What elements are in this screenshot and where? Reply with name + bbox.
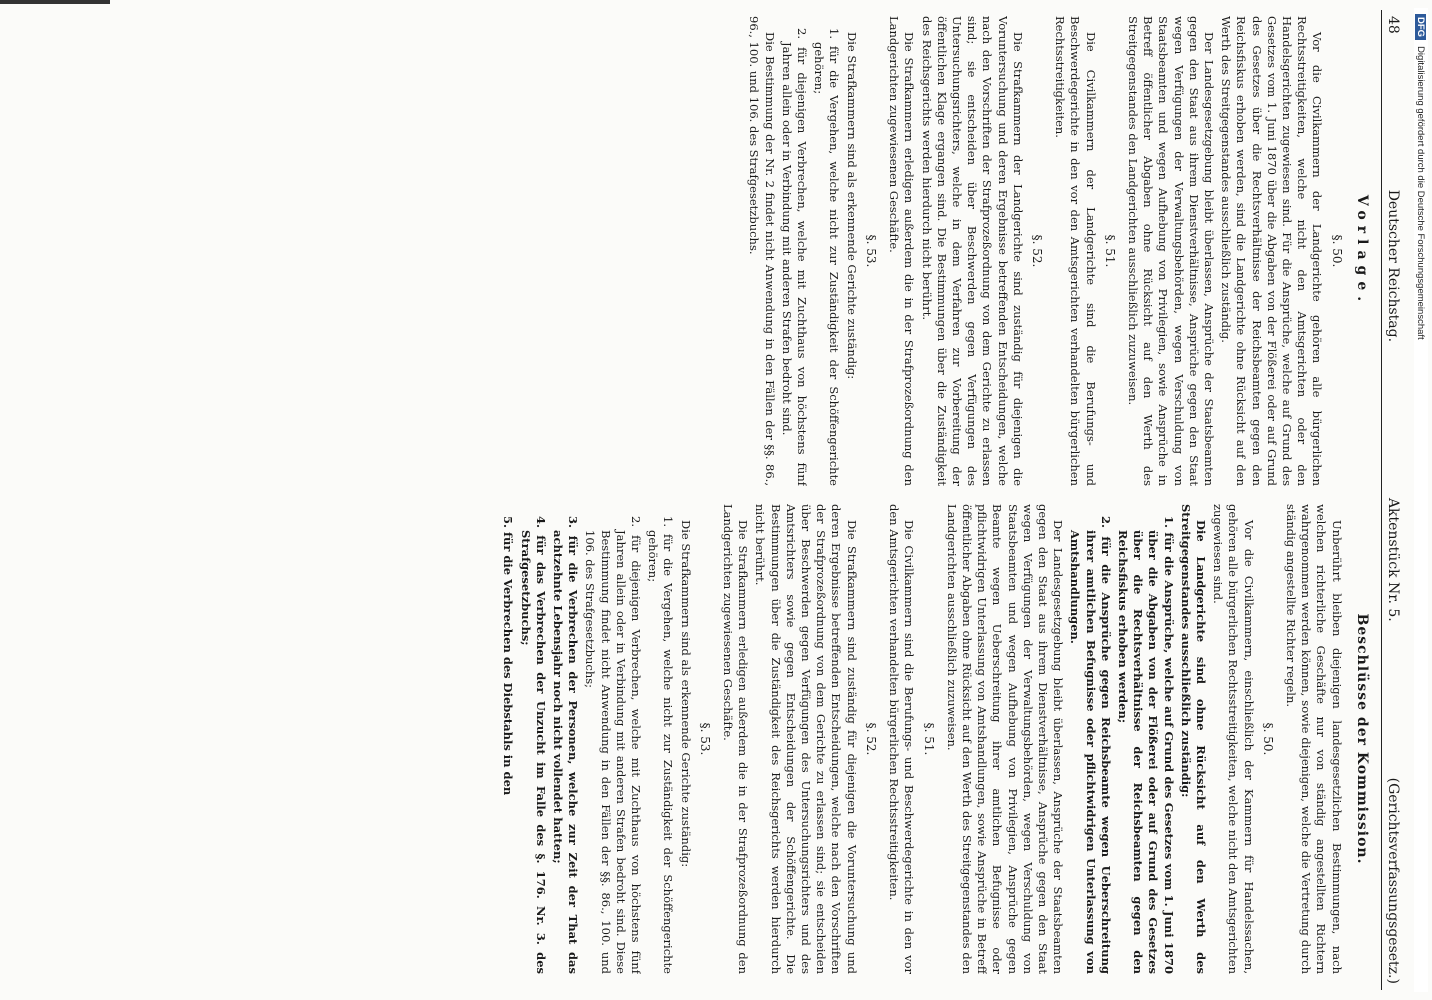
column-title: Beschlüsse der Kommission. [1353, 613, 1370, 865]
list-item: 5. für die Verbrechen des Diebstahls in den [501, 516, 516, 796]
section-text: Die Landgerichte sind ohne Rücksicht auf den Werth des Streitgegenstandes ausschließlich zuständig: [1178, 504, 1208, 974]
dfg-logo: DFG [1415, 14, 1426, 40]
section-text: Die Bestimmung der Nr. 2 findet nicht Anwendung in den Fällen der §§. 86., 96., 100. und 106. des Strafgesetzbuchs. [747, 16, 777, 486]
section-heading: §. 53. [697, 722, 712, 756]
column-title: Vorlage. [1353, 194, 1370, 308]
section-text: Vor die Civilkammern, einschließlich der Kammern für Handelssachen, gehören alle bürgerlichen Rechtsstreitigkeiten, welche nicht den Amtsgerichten zugewiesen sind. [1211, 504, 1256, 974]
section-text: Die Civilkammern sind die Berufungs- und Beschwerdegerichte in den vor den Amtsgerichten verhandelten bürgerlichen Rechtsstreitigkeiten. [887, 504, 917, 974]
page-number: 48 [1385, 16, 1401, 34]
section-text: Die Strafkammern sind als erkennende Gerichte zuständig: [844, 32, 859, 380]
section-heading: §. 52. [1029, 234, 1044, 268]
section-text: Der Landesgesetzgebung bleibt überlassen, Ansprüche der Staatsbeamten gegen den Staat aus ihrem Dienstverhältnisse, Ansprüche gegen den Staat wegen Verfügungen der Verwaltungsbehörden, wegen Verschuldung von Staatsbeamten und wegen Aufhebung von Privilegien, sowie Ansprüche in Betreff öffentlicher Abgaben ohne Rücksicht auf den Werth des Streitgegenstandes den Landgerichten ausschließlich zuzuweisen. [1125, 16, 1216, 486]
section-heading: §. 50. [1260, 722, 1275, 756]
section-heading: §. 51. [1102, 234, 1117, 268]
section-text: Vor die Civilkammern der Landgerichte gehören alle bürgerlichen Rechtsstreitigkeiten, welche nicht den Amtsgerichten oder den Handelsgerichten zugewiesen sind. Für die Ansprüche, welche auf Grund des Gesetzes vom 1. Juni 1870 über die Abgaben von der Flößerei oder auf Grund des Gesetzes über die Rechtsverhältnisse der Reichsbeamten gegen den Reichsfiskus erhoben werden, sind die Landgerichte ohne Rücksicht auf den Werth des Streitgegenstandes ausschließlich zuständig. [1219, 16, 1325, 486]
list-item: 1. für die Vergehen, welche nicht zur Zuständigkeit der Schöffengerichte gehören; [812, 28, 842, 486]
left-column-vorlage [498, 16, 1373, 486]
section-text: Die Civilkammern der Landgerichte sind die Berufungs- und Beschwerdegerichte in den vor den Amtsgerichten verhandelten bürgerlichen Rechtsstreitigkeiten. [1053, 16, 1098, 486]
credit-text: Digitalisierung gefördert durch die Deutsche Forschungsgemeinschaft [1415, 46, 1426, 340]
digitization-credit [1414, 8, 1428, 992]
document-reference: Aktenstück Nr. 5. [1385, 497, 1401, 622]
list-item: 1. für die Vergehen, welche nicht zur Zuständigkeit der Schöffengerichte gehören; [646, 516, 676, 974]
section-text: Die Strafkammern sind zuständig für diejenigen die Voruntersuchung und deren Ergebnisse betreffenden Entscheidungen, welche nach den Vorschriften der Strafprozeßordnung von dem Gerichte zu erlassen sind; sie entscheiden über Beschwerden gegen Verfügungen des Untersuchungsrichters und des Amtsrichters sowie gegen Entscheidungen der Schöffengerichte. Die Bestimmungen über die Zuständigkeit des Reichsgerichts werden hierdurch nicht berührt. [753, 504, 859, 974]
section-heading: §. 53. [863, 234, 878, 268]
section-text: Die Strafkammern sind als erkennende Gerichte zuständig: [678, 520, 693, 868]
scan-edge-mark [0, 0, 110, 4]
section-text: Die Strafkammern erledigen außerdem die in der Strafprozeßordnung den Landgerichten zugewiesenen Geschäfte. [887, 16, 917, 486]
section-text: Unberührt bleiben diejenigen landesgesetzlichen Bestimmungen, nach welchen richterliche Geschäfte nur von ständig angestellten Richtern wahrgenommen werden können, sowie diejenigen, welche die Vertretung durch ständig angestellte Richter regeln. [1283, 504, 1344, 974]
right-column-beschluesse [498, 504, 1373, 974]
list-item: 3. für die Verbrechen der Personen, welche zur Zeit der That das achtzehnte Lebensjahr noch nicht vollendet hatten; [551, 516, 581, 974]
running-header [1381, 10, 1400, 990]
list-item: 4. für das Verbrechen der Unzucht im Falle des §. 176. Nr. 3. des Strafgesetzbuchs; [518, 516, 548, 974]
publication-title: Deutscher Reichstag. [1385, 189, 1401, 343]
two-column-body [498, 10, 1381, 990]
list-item: 2. für diejenigen Verbrechen, welche mit Zuchthaus von höchstens fünf Jahren allein oder in Verbindung mit anderen Strafen bedroht sind. [779, 28, 810, 486]
list-item: 1. für die Ansprüche, welche auf Grund des Gesetzes vom 1. Juni 1870 über die Abgaben von der Flößerei oder auf Grund des Gesetzes über die Rechtsverhältnisse der Reichsbeamten gegen den Reichsfiskus erhoben werden; [1115, 516, 1176, 974]
list-item: 2. für die Ansprüche gegen Reichsbeamte wegen Ueberschreitung ihrer amtlichen Befugnisse oder pflichtwidrigen Unterlassung von Amtshandlungen. [1068, 516, 1113, 974]
section-text: Die Strafkammern erledigen außerdem die in der Strafprozeßordnung den Landgerichten zugewiesenen Geschäfte. [721, 504, 751, 974]
section-heading: §. 52. [863, 722, 878, 756]
list-item: 2. für diejenigen Verbrechen, welche mit Zuchthaus von höchstens fünf Jahren allein oder in Verbindung mit anderen Strafen bedroht sind. Diese Bestimmung findet nicht Anwendung in den Fällen der §§. 86., 100. und 106. des Strafgesetzbuchs; [583, 516, 644, 974]
section-text: Die Strafkammern der Landgerichte sind zuständig für diejenigen die Voruntersuchung und deren Ergebnisse betreffenden Entscheidungen, welche nach den Vorschriften der Strafprozeßordnung von dem Gerichte zu erlassen sind; sie entscheiden über Beschwerden gegen Verfügungen des Untersuchungsrichters, welche in dem Verfahren zur Vorbereitung der öffentlichen Klage ergangen sind. Die Bestimmungen über die Zuständigkeit des Reichsgerichts werden hierdurch nicht berührt. [919, 16, 1025, 486]
section-heading: §. 51. [921, 722, 936, 756]
section-text: Der Landesgesetzgebung bleibt überlassen, Ansprüche der Staatsbeamten gegen den Staat aus ihrem Dienstverhältnisse, Ansprüche gegen den Staat wegen Verfügungen der Verwaltungsbehörden, wegen Verschuldung von Staatsbeamten und wegen Aufhebung von Privilegien, Ansprüche gegen Beamte wegen Ueberschreitung ihrer amtlichen Befugnisse oder pflichtwidrigen Unterlassung von Amtshandlungen, sowie Ansprüche in Betreff öffentlicher Abgaben ohne Rücksicht auf den Werth des Streitgegenstandes den Landgerichten ausschließlich zuzuweisen. [944, 504, 1066, 974]
section-heading: §. 50. [1329, 234, 1344, 268]
document-subject: (Gerichtsverfassungsgesetz.) [1385, 777, 1401, 984]
rotated-document-sheet [20, 10, 1400, 990]
